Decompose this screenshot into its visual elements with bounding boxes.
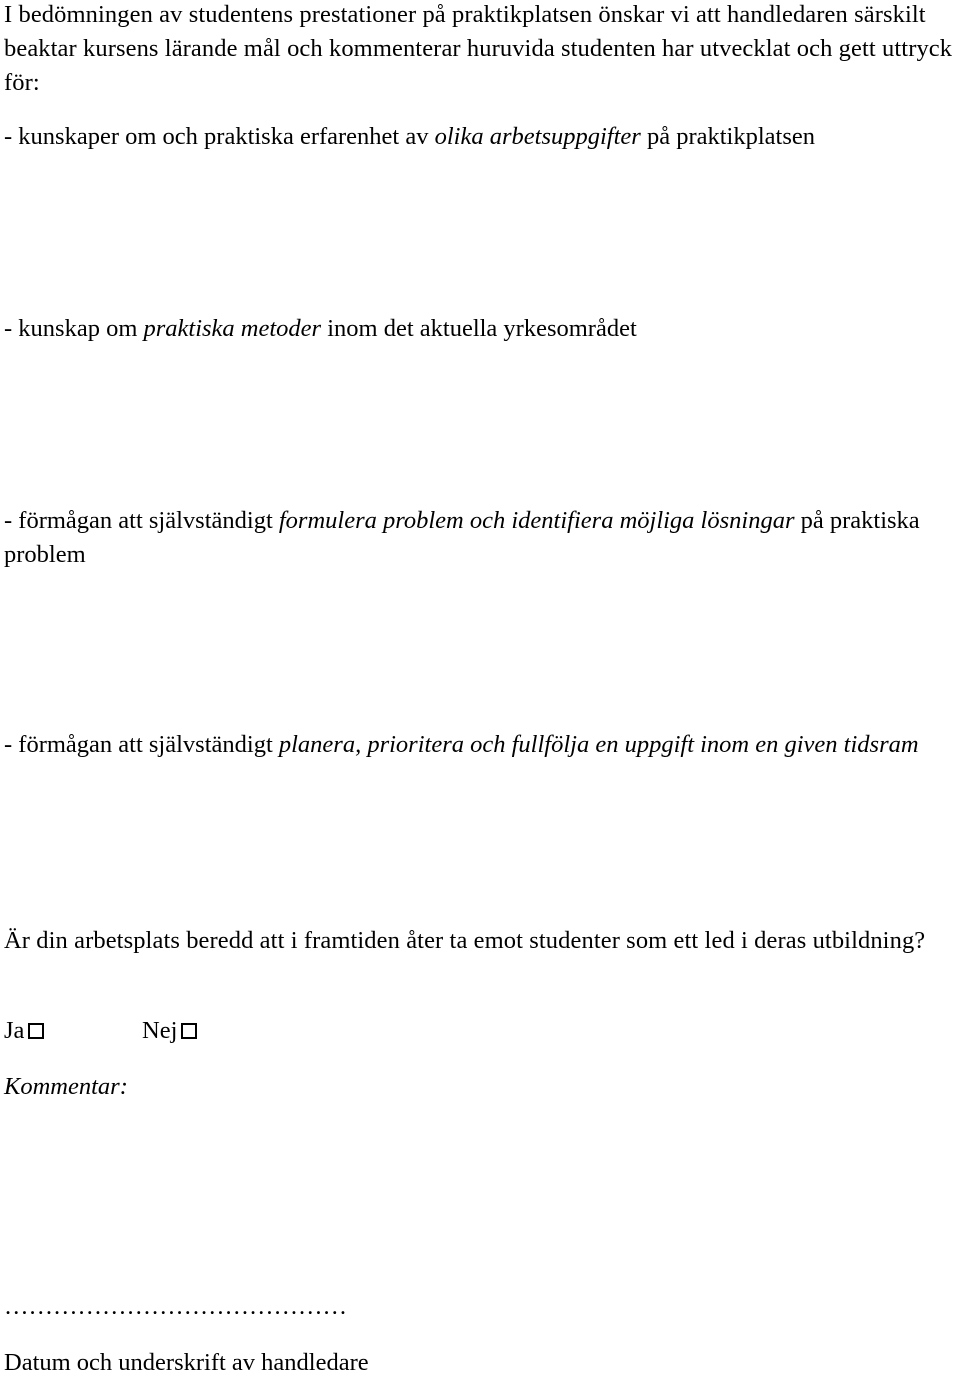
criterion-prefix: - kunskap om: [4, 315, 144, 342]
criterion-emphasis: planera, prioritera och fullfölja en uppgift inom en given tidsram: [278, 731, 919, 758]
future-students-question: Är din arbetsplats beredd att i framtiden åter ta emot studenter som ett led i deras utbildning?: [4, 927, 926, 954]
criterion-emphasis: praktiska metoder: [143, 315, 322, 342]
criterion-emphasis: formulera problem och identifiera möjliga lösningar: [278, 507, 795, 534]
criterion-item: [4, 120, 954, 154]
comment-label: Kommentar:: [4, 1073, 128, 1100]
criterion-item: [4, 312, 954, 346]
yes-option[interactable]: [4, 1014, 44, 1048]
signature-label: Datum och underskrift av handledare: [4, 1349, 369, 1376]
intro-paragraph: I bedömningen av studentens prestationer på praktikplatsen önskar vi att handledaren särskilt beaktar kursens lärande mål och kommenterar huruvida studenten har utvecklat och gett uttryck för:: [4, 1, 953, 96]
criterion-prefix: - förmågan att självständigt: [4, 731, 279, 758]
criterion-suffix: på praktikplatsen: [640, 123, 815, 150]
criterion-prefix: - förmågan att självständigt: [4, 507, 279, 534]
no-option[interactable]: [142, 1014, 197, 1048]
no-checkbox[interactable]: [181, 1023, 197, 1039]
criterion-suffix: inom det aktuella yrkesområdet: [321, 315, 637, 342]
criterion-item: [4, 728, 954, 762]
criterion-prefix: - kunskaper om och praktiska erfarenhet av: [4, 123, 435, 150]
criterion-suffix: på praktiska problem: [4, 507, 920, 568]
yes-checkbox[interactable]: [28, 1023, 44, 1039]
criterion-item: [4, 504, 954, 572]
no-label: Nej: [142, 1017, 178, 1044]
yes-label: Ja: [4, 1017, 25, 1044]
signature-line[interactable]: ……………………………………: [4, 1293, 347, 1320]
criterion-emphasis: olika arbetsuppgifter: [434, 123, 641, 150]
